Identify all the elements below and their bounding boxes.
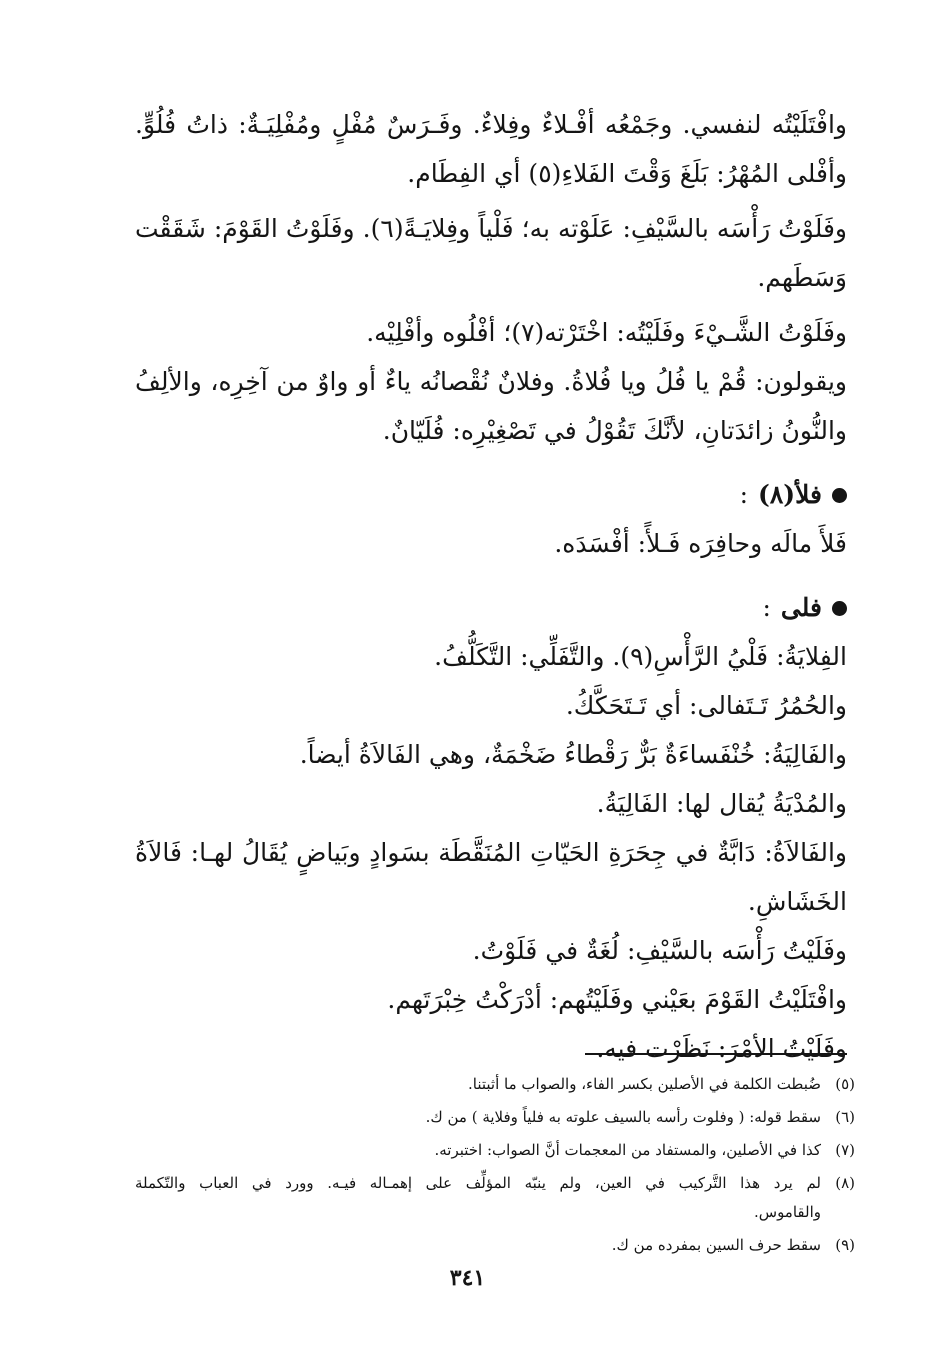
entry-heading-fali xyxy=(135,584,847,632)
text-line: الفِلايَةُ: فَلْيُ الرَّأْسِ(٩). والتَّفَلِّي: التَّكَلُّفُ. xyxy=(434,642,847,671)
text-line: وفَلَيْتُ رَأْسَه بالسَّيْفِ: لُغَةٌ في فَلَوْتُ. xyxy=(472,936,847,965)
footnote xyxy=(135,1068,855,1101)
headword-colon: : xyxy=(762,593,771,622)
text-line: وافْتَلَيْتُ القَوْمَ بعَيْني وفَلَيْتُهم: أدْرَكْتُ خِبْرَتَهم. xyxy=(387,985,847,1014)
footnote-continuation: والقاموس. xyxy=(753,1203,821,1221)
footnote-text: سقط قوله: ( وفلوت رأسه بالسيف علوته به فلياً وفلاية ) من ك. xyxy=(425,1108,821,1126)
footnote-number: (٧) xyxy=(835,1141,855,1159)
footnote-text: لم يرد هذا التَّركيب في العين، ولم ينبّه المؤلِّف على إهمـاله فيـه. وورد في العباب والتّكملة xyxy=(135,1174,821,1192)
text-line: وفَلَيْتُ الأمْرَ: نَظَرْت فيه. xyxy=(596,1034,847,1063)
headword: فلى xyxy=(780,593,822,622)
footnote-number: (٨) xyxy=(835,1174,855,1192)
text-line: والحُمُرُ تَـتَفالى: أي تَـتَحَكَّكُ. xyxy=(565,691,847,720)
text-line: وفَلَوْتُ رَأْسَه بالسَّيْفِ: عَلَوْته به؛ فَلْياً وفِلايَـةً(٦). وفَلَوْتُ القَوْمَ: شَقَقْت xyxy=(135,214,848,243)
text-line: وافْتَلَيْتُه لنفسي. وجَمْعُه أفْـلاءٌ وفِلاءٌ. وفَـرَسٌ مُفْلٍ ومُفْلِيَـةٌ: ذاتُ فُلُوٍّ. xyxy=(135,110,847,139)
headword-colon: : xyxy=(739,480,749,509)
text-line: والنُّونُ زائدَتانِ، لأنَّكَ تَقُوْلُ في تَصْغِيْرِه: فُلَيّانٌ. xyxy=(382,416,847,445)
page-number: ٣٤١ xyxy=(449,1265,486,1291)
text-line: فَلأَ مالَه وحافِرَه فَـلأً: أفْسَدَه. xyxy=(554,529,847,558)
footnote xyxy=(135,1167,855,1200)
footnote-text: سقط حرف السين بمفرده من ك. xyxy=(611,1236,821,1254)
entry-heading-fala xyxy=(135,471,847,519)
text-line: وَسَطَهم. xyxy=(757,263,847,292)
bullet-icon xyxy=(832,488,847,503)
headword: فلأ(٨) xyxy=(758,480,822,509)
footnotes xyxy=(135,1068,855,1262)
footnote xyxy=(135,1101,855,1134)
text-line: والفَالِيَةُ: خُنْفَساءَةٌ بَرٌّ رَقْطاءُ ضَخْمَةٌ، وهي الفَالاَةُ أيضاً. xyxy=(299,740,847,769)
footnote-number: (٥) xyxy=(835,1075,855,1093)
footnote xyxy=(135,1229,855,1262)
bullet-icon xyxy=(832,601,847,616)
text-line: ويقولون: قُمْ يا فُلُ ويا فُلاةُ. وفلانٌ نُقْصانُه ياءٌ أو واوٌ من آخِرِه، والألِفُ xyxy=(135,367,847,396)
text-line: الخَشَاشِ. xyxy=(747,887,847,916)
main-text xyxy=(135,100,847,1073)
footnote-number: (٩) xyxy=(835,1236,855,1254)
footnote-separator xyxy=(585,1053,847,1055)
footnote-text: كذا في الأصلين، والمستفاد من المعجمات أنَّ الصواب: اختبرته. xyxy=(434,1141,821,1159)
text-line: وفَلَوْتُ الشَّـيْءَ وفَلَيْتُه: اخْتَرْته(٧)؛ أفْلُوه وأفْلِيْه. xyxy=(366,318,847,347)
footnote-number: (٦) xyxy=(835,1108,855,1126)
text-line: وأفْلى المُهْرُ: بَلَغَ وَقْتَ الفَلاءِ(٥) أي الفِطَام. xyxy=(407,159,847,188)
text-line: والفَالاَةُ: دَابَّةٌ في جِحَرَةِ الحَيّاتِ المُنَقَّطَة بسَوادٍ وبَياضٍ يُقَالُ لهـا: فَالاَةُ xyxy=(135,838,847,867)
footnote-text: ضُبطت الكلمة في الأصلين بكسر الفاء، والصواب ما أثبتنا. xyxy=(468,1075,821,1093)
text-line: والمُدْيَةُ يُقال لها: الفَالِيَةُ. xyxy=(596,789,847,818)
footnote xyxy=(135,1134,855,1167)
